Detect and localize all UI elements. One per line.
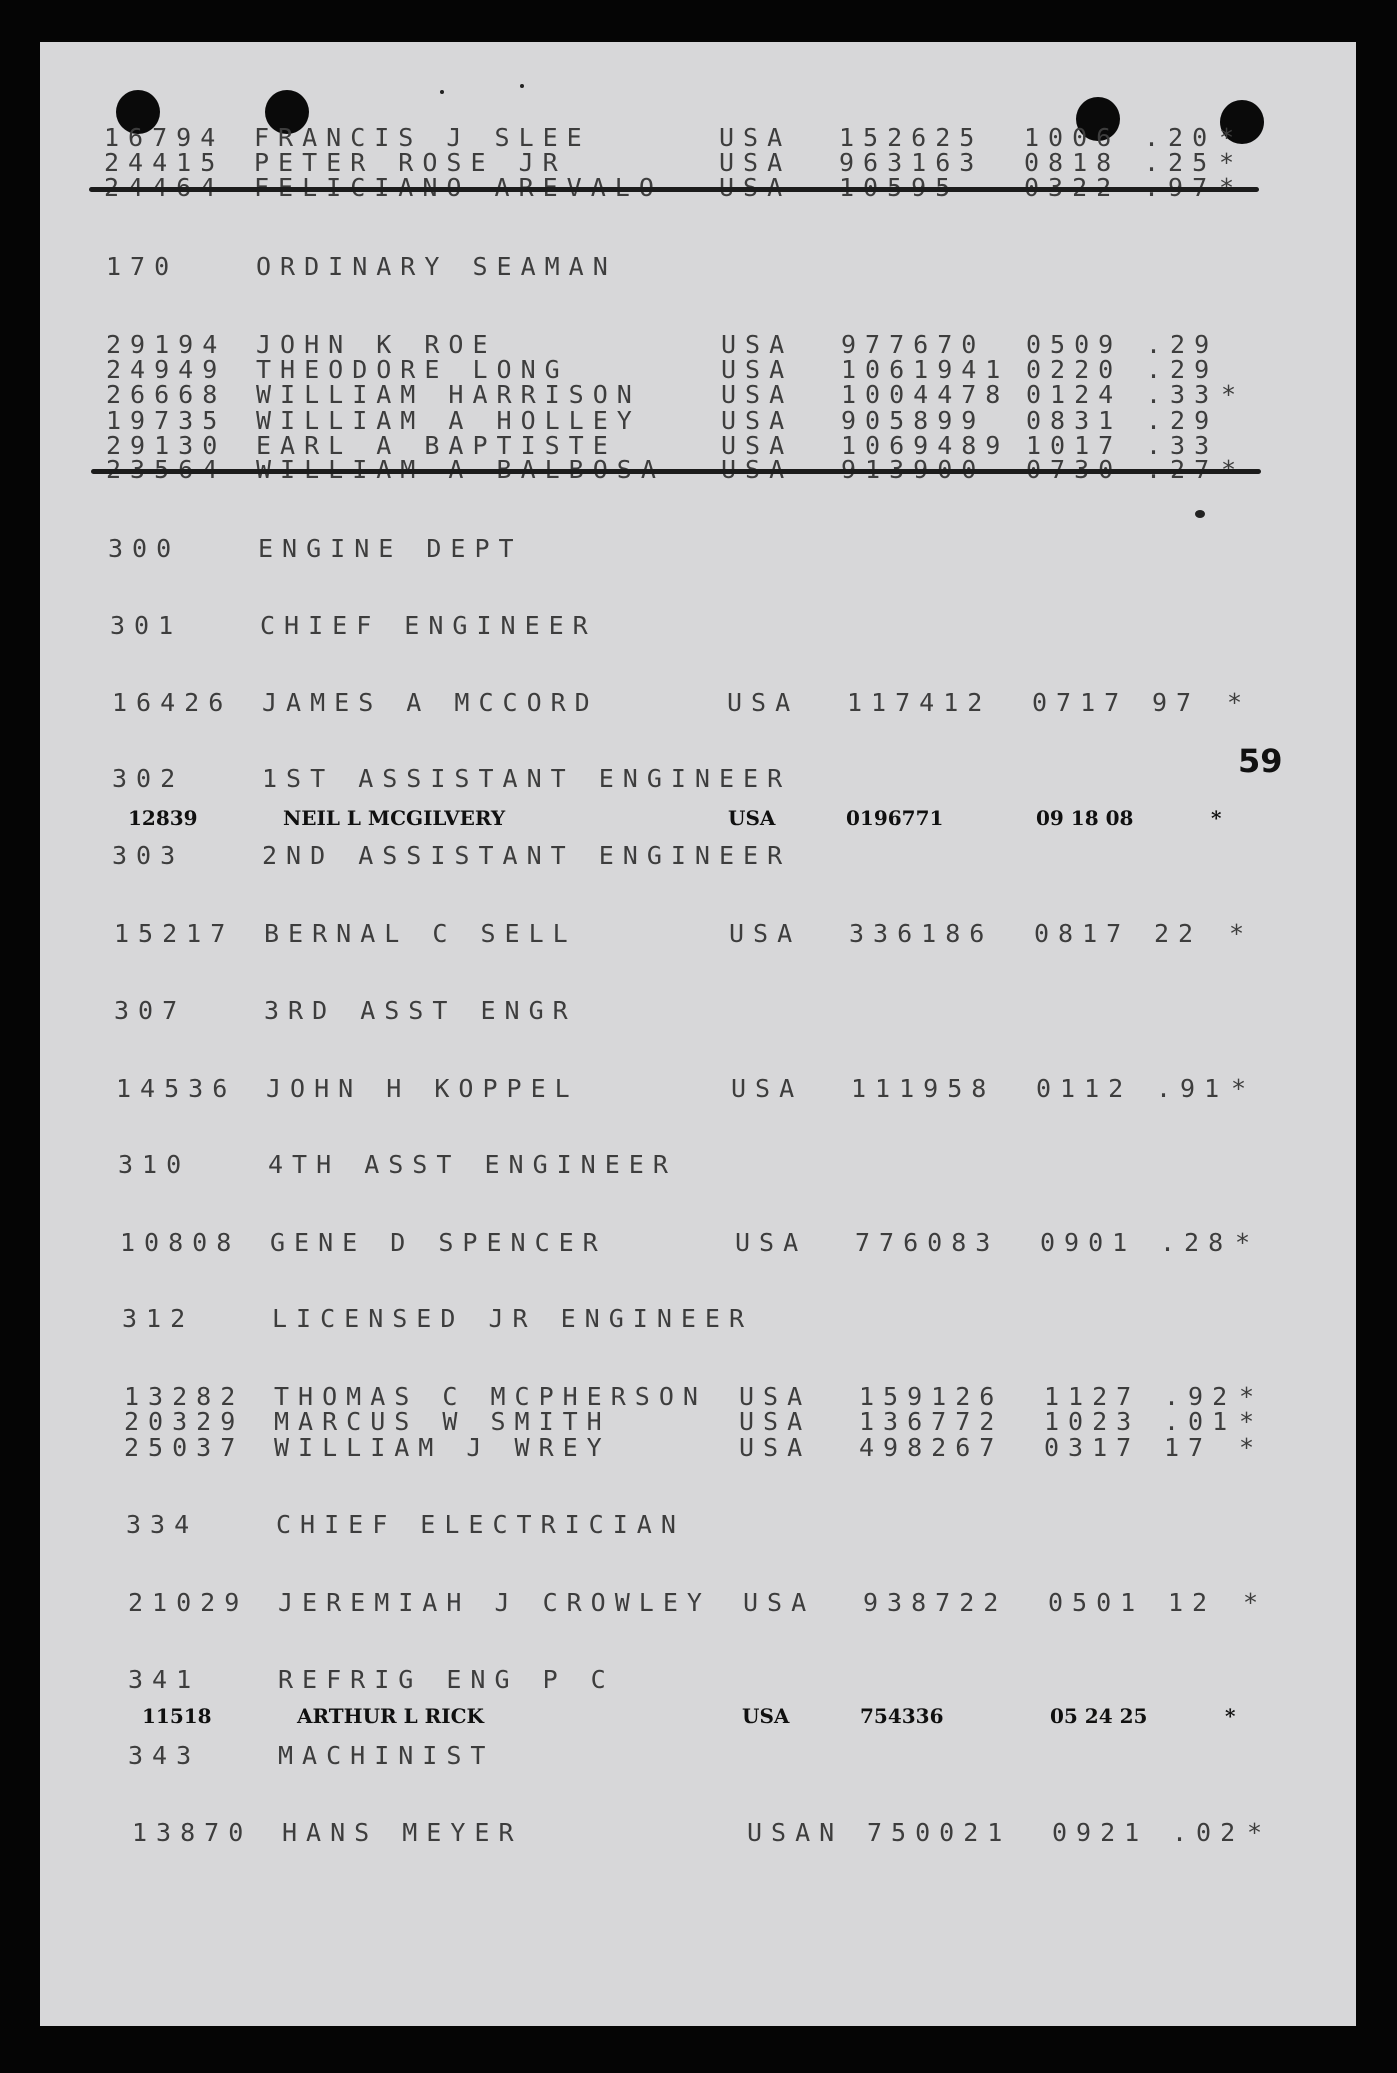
- check-mark: *: [1235, 1228, 1260, 1257]
- crew-entry-row: [122, 1703, 1272, 1729]
- crew-entry-row: [128, 1590, 1278, 1616]
- book-number: 16794: [104, 123, 225, 152]
- citizenship: USA: [719, 148, 792, 177]
- rating-title: 2ND ASSISTANT ENGINEER: [262, 841, 792, 870]
- crew-name: JEREMIAH J CROWLEY: [278, 1588, 711, 1617]
- rating-title: ENGINE DEPT: [258, 534, 523, 563]
- date-value: 05 24 25: [1050, 1704, 1148, 1728]
- check-mark: *: [1211, 806, 1222, 830]
- book-number: 29194: [106, 330, 227, 359]
- date-value: 0818: [1024, 148, 1121, 177]
- citizenship: USA: [721, 380, 794, 409]
- crew-name: GENE D SPENCER: [270, 1228, 607, 1257]
- crew-name: JOHN H KOPPEL: [266, 1074, 579, 1103]
- date-value: 0921: [1052, 1818, 1149, 1847]
- citizenship: USA: [739, 1433, 812, 1462]
- rating-code: 300: [108, 534, 181, 563]
- date-value: 0124: [1026, 380, 1123, 409]
- section-heading: [128, 1667, 1278, 1693]
- check-mark: *: [1225, 1704, 1236, 1728]
- crew-name: BERNAL C SELL: [264, 919, 577, 948]
- book-number: 26668: [106, 380, 227, 409]
- rating-code: 334: [126, 1510, 199, 1539]
- certificate-number: 754336: [860, 1704, 944, 1728]
- citizenship: USA: [743, 1588, 816, 1617]
- check-mark: *: [1239, 1407, 1264, 1436]
- book-number: 12839: [128, 806, 198, 830]
- rating-title: CHIEF ENGINEER: [260, 611, 597, 640]
- citizenship: USA: [739, 1407, 812, 1436]
- citizenship: USA: [739, 1382, 812, 1411]
- book-number: 16426: [112, 688, 233, 717]
- crew-name: WILLIAM HARRISON: [256, 380, 641, 409]
- citizenship: USA: [727, 688, 800, 717]
- check-mark: *: [1239, 1382, 1264, 1411]
- rating-code: 343: [128, 1741, 201, 1770]
- book-number: 24949: [106, 355, 227, 384]
- crew-name: THEODORE LONG: [256, 355, 569, 384]
- crew-name: THOMAS C MCPHERSON: [274, 1382, 707, 1411]
- crew-name: JAMES A MCCORD: [262, 688, 599, 717]
- rating-code: 310: [118, 1150, 191, 1179]
- check-mark: *: [1219, 123, 1244, 152]
- struck-entry-row: [106, 457, 1256, 483]
- citizenship: USAN: [747, 1818, 844, 1847]
- crew-name: MARCUS W SMITH: [274, 1407, 611, 1436]
- rating-code: 302: [112, 764, 185, 793]
- book-number: 14536: [116, 1074, 237, 1103]
- crew-entry-row: [116, 1076, 1266, 1102]
- check-mark: *: [1247, 1818, 1272, 1847]
- section-heading: [110, 613, 1260, 639]
- section-heading: [108, 536, 1258, 562]
- age-value: .33: [1146, 431, 1219, 460]
- check-mark: *: [1243, 1588, 1268, 1617]
- certificate-number: 336186: [849, 919, 994, 948]
- certificate-number: 905899: [841, 406, 986, 435]
- age-value: .02: [1172, 1818, 1245, 1847]
- date-value: 0317: [1044, 1433, 1141, 1462]
- age-value: 97: [1152, 688, 1201, 717]
- citizenship: USA: [721, 431, 794, 460]
- crew-entry-row: [124, 1409, 1274, 1435]
- crew-entry-row: [114, 921, 1264, 947]
- crew-name: WILLIAM J WREY: [274, 1433, 611, 1462]
- age-value: .33: [1146, 380, 1219, 409]
- rating-code: 303: [112, 841, 185, 870]
- section-heading: [114, 998, 1264, 1024]
- crew-entry-row: [124, 1435, 1274, 1461]
- age-value: 12: [1168, 1588, 1217, 1617]
- citizenship: USA: [719, 123, 792, 152]
- certificate-number: 152625: [839, 123, 984, 152]
- book-number: 15217: [114, 919, 235, 948]
- crew-name: FRANCIS J SLEE: [254, 123, 591, 152]
- book-number: 21029: [128, 1588, 249, 1617]
- crew-name: EARL A BAPTISTE: [256, 431, 617, 460]
- date-value: 0509: [1026, 330, 1123, 359]
- book-number: 13282: [124, 1382, 245, 1411]
- certificate-number: 498267: [859, 1433, 1004, 1462]
- date-value: 0817: [1034, 919, 1131, 948]
- book-number: 25037: [124, 1433, 245, 1462]
- certificate-number: 776083: [855, 1228, 1000, 1257]
- date-value: 1006: [1024, 123, 1121, 152]
- check-mark: *: [1229, 919, 1254, 948]
- date-value: 1127: [1044, 1382, 1141, 1411]
- age-value: .91: [1156, 1074, 1229, 1103]
- section-heading: [128, 1743, 1278, 1769]
- book-number: 29130: [106, 431, 227, 460]
- age-value: .29: [1146, 406, 1219, 435]
- rating-code: 170: [106, 252, 179, 281]
- check-mark: *: [1227, 688, 1252, 717]
- crew-name: HANS MEYER: [282, 1818, 523, 1847]
- certificate-number: 963163: [839, 148, 984, 177]
- section-heading: [112, 843, 1262, 869]
- certificate-number: 111958: [851, 1074, 996, 1103]
- crew-name: ARTHUR L RICK: [297, 1704, 484, 1728]
- citizenship: USA: [731, 1074, 804, 1103]
- crew-name: WILLIAM A HOLLEY: [256, 406, 641, 435]
- age-value: .28: [1160, 1228, 1233, 1257]
- date-value: 09 18 08: [1036, 806, 1134, 830]
- section-heading: [106, 254, 1256, 280]
- check-mark: *: [1239, 1433, 1264, 1462]
- crew-name: NEIL L MCGILVERY: [283, 806, 506, 830]
- check-mark: *: [1219, 148, 1244, 177]
- rating-title: LICENSED JR ENGINEER: [272, 1304, 754, 1333]
- citizenship: USA: [721, 406, 794, 435]
- rating-title: CHIEF ELECTRICIAN: [276, 1510, 685, 1539]
- certificate-number: 938722: [863, 1588, 1008, 1617]
- certificate-number: 159126: [859, 1382, 1004, 1411]
- crew-entry-row: [106, 382, 1256, 408]
- date-value: 0831: [1026, 406, 1123, 435]
- check-mark: *: [1231, 1074, 1256, 1103]
- section-heading: [122, 1306, 1272, 1332]
- section-heading: [112, 766, 1262, 792]
- citizenship: USA: [728, 806, 776, 830]
- ink-speck: [520, 84, 524, 88]
- age-value: .25: [1144, 148, 1217, 177]
- date-value: 0220: [1026, 355, 1123, 384]
- age-value: .20: [1144, 123, 1217, 152]
- date-value: 0717: [1032, 688, 1129, 717]
- age-value: .01: [1164, 1407, 1237, 1436]
- check-mark: *: [1221, 380, 1246, 409]
- strike-through-line: [89, 187, 1259, 192]
- page-number: 59: [1238, 742, 1283, 780]
- struck-entry-row: [104, 175, 1254, 201]
- citizenship: USA: [721, 330, 794, 359]
- section-heading: [118, 1152, 1268, 1178]
- strike-through-line: [91, 469, 1261, 474]
- rating-code: 301: [110, 611, 183, 640]
- certificate-number: 1069489: [841, 431, 1010, 460]
- certificate-number: 117412: [847, 688, 992, 717]
- citizenship: USA: [721, 355, 794, 384]
- section-heading: [126, 1512, 1276, 1538]
- crew-name: JOHN K ROE: [256, 330, 497, 359]
- date-value: 1023: [1044, 1407, 1141, 1436]
- age-value: .29: [1146, 355, 1219, 384]
- age-value: .29: [1146, 330, 1219, 359]
- crew-entry-row: [112, 690, 1262, 716]
- certificate-number: 0196771: [846, 806, 944, 830]
- rating-code: 307: [114, 996, 187, 1025]
- rating-title: 3RD ASST ENGR: [264, 996, 577, 1025]
- age-value: .92: [1164, 1382, 1237, 1411]
- date-value: 0112: [1036, 1074, 1133, 1103]
- rating-title: MACHINIST: [278, 1741, 495, 1770]
- certificate-number: 1004478: [841, 380, 1010, 409]
- date-value: 1017: [1026, 431, 1123, 460]
- rating-title: ORDINARY SEAMAN: [256, 252, 617, 281]
- crew-entry-row: [120, 1230, 1270, 1256]
- crew-entry-row: [108, 805, 1258, 831]
- book-number: 11518: [142, 1704, 212, 1728]
- certificate-number: 750021: [867, 1818, 1012, 1847]
- rating-title: REFRIG ENG P C: [278, 1665, 615, 1694]
- age-value: 22: [1154, 919, 1203, 948]
- book-number: 24415: [104, 148, 225, 177]
- ink-speck: [440, 90, 444, 94]
- rating-code: 312: [122, 1304, 195, 1333]
- book-number: 13870: [132, 1818, 253, 1847]
- rating-title: 4TH ASST ENGINEER: [268, 1150, 677, 1179]
- ink-speck: [1195, 510, 1205, 518]
- rating-title: 1ST ASSISTANT ENGINEER: [262, 764, 792, 793]
- date-value: 0901: [1040, 1228, 1137, 1257]
- crew-entry-row: [132, 1820, 1282, 1846]
- book-number: 10808: [120, 1228, 241, 1257]
- citizenship: USA: [735, 1228, 808, 1257]
- certificate-number: 977670: [841, 330, 986, 359]
- age-value: 17: [1164, 1433, 1213, 1462]
- book-number: 19735: [106, 406, 227, 435]
- certificate-number: 1061941: [841, 355, 1010, 384]
- certificate-number: 136772: [859, 1407, 1004, 1436]
- crew-name: PETER ROSE JR: [254, 148, 567, 177]
- book-number: 20329: [124, 1407, 245, 1436]
- citizenship: USA: [742, 1704, 790, 1728]
- date-value: 0501: [1048, 1588, 1145, 1617]
- rating-code: 341: [128, 1665, 201, 1694]
- citizenship: USA: [729, 919, 802, 948]
